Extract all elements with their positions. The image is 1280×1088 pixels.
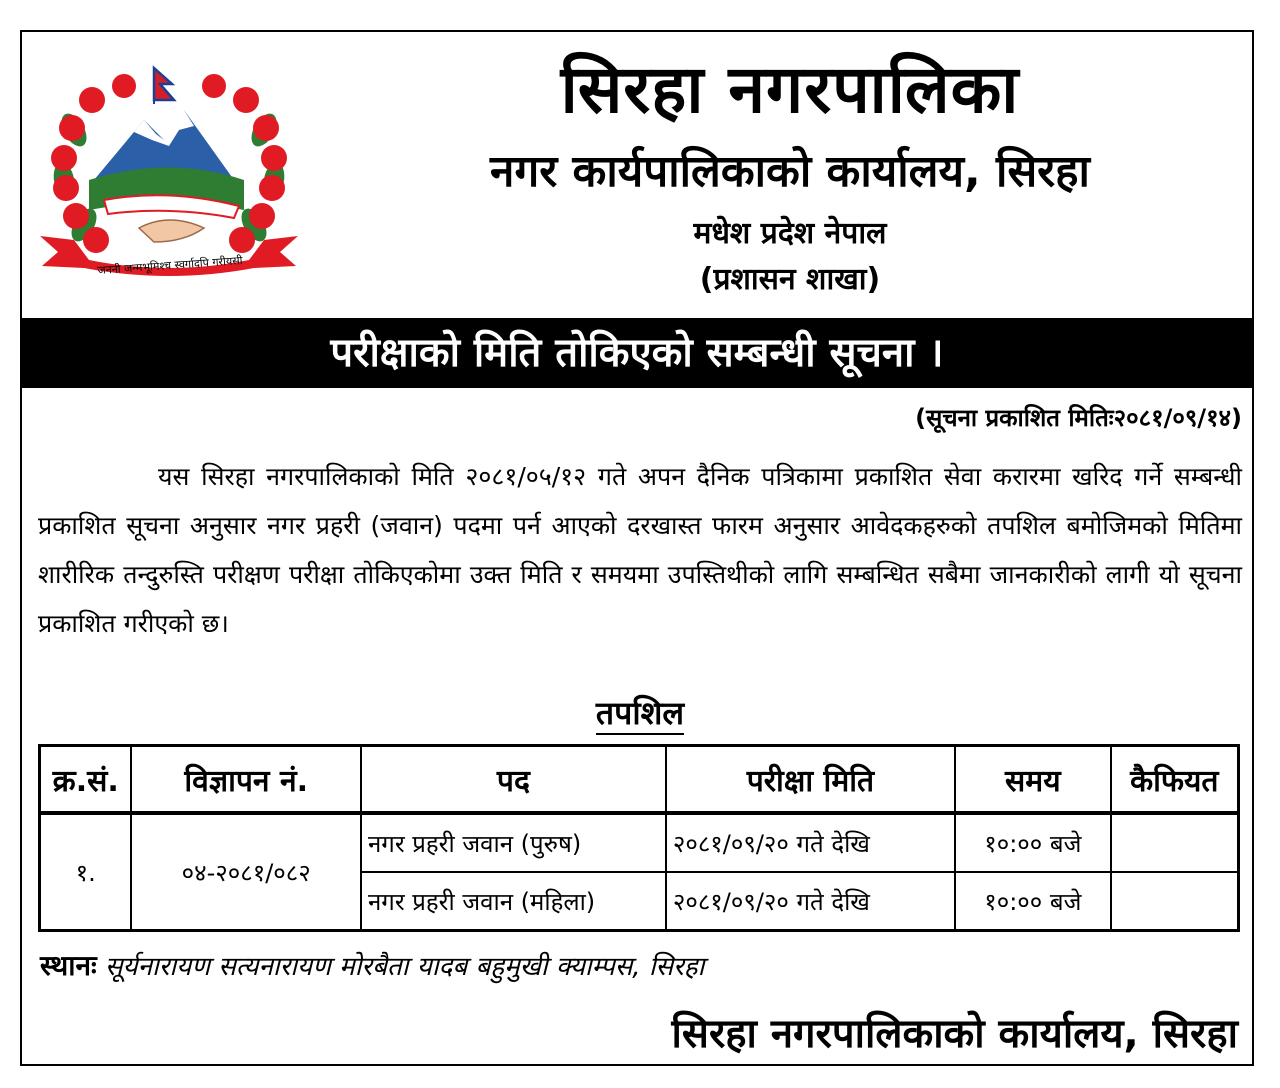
cell-time: १०:०० बजे — [955, 872, 1111, 931]
nepal-emblem-icon — [34, 60, 304, 280]
cell-time: १०:०० बजे — [955, 813, 1111, 872]
col-remarks: कैफियत — [1111, 746, 1239, 814]
table-header-row — [40, 746, 1239, 814]
schedule-table — [38, 744, 1240, 932]
venue-line — [40, 944, 704, 989]
cell-remarks — [1111, 813, 1239, 872]
office-name: नगर कार्यपालिकाको कार्यालय, सिरहा — [490, 146, 1090, 197]
notice-subject-banner: परीक्षाको मिति तोकिएको सम्बन्धी सूचना । — [22, 318, 1252, 388]
emblem-motto: जननी जन्मभूमिश्च स्वर्गादपि गरीयसी — [97, 253, 243, 278]
province-name: मधेश प्रदेश नेपाल — [693, 216, 887, 251]
schedule-heading: तपशिल — [0, 690, 1280, 736]
venue-label: स्थानः — [40, 949, 97, 982]
cell-ad-no: ०४-२०८१/०८२ — [131, 813, 361, 931]
branch-name: (प्रशासन शाखा) — [699, 262, 881, 297]
cell-exam-date: २०८१/०९/२० गते देखि — [666, 813, 955, 872]
cell-exam-date: २०८१/०९/२० गते देखि — [666, 872, 955, 931]
cell-remarks — [1111, 872, 1239, 931]
notice-body-text: यस सिरहा नगरपालिकाको मिति २०८१/०५/१२ गते अपन दैनिक पत्रिकामा प्रकाशित सेवा करारमा खरिद गर्ने सम्बन्धी प्रकाशित सूचना अनुसार नगर प्रहरी (जवान) पदमा पर्न आएको दरखास्त फारम अनुसार आवेदकहरुको तपशिल बमोजिमको मितिमा शारीरिक तन्दुरुस्ति परीक्षण परीक्षा तोकिएकोमा उक्त मिति र समयमा उपस्तिथीको लागि सम्बन्धित सबैमा जानकारीको लागी यो सूचना प्रकाशित गरीएको छ। — [38, 462, 1242, 638]
table-row — [40, 813, 1239, 872]
municipality-title: सिरहा नगरपालिका — [560, 51, 1020, 128]
col-ad-no: विज्ञापन नं. — [131, 746, 361, 814]
cell-post: नगर प्रहरी जवान (पुरुष) — [361, 813, 666, 872]
col-time: समय — [955, 746, 1111, 814]
notice-body — [38, 452, 1242, 648]
venue-value: सूर्यनारायण सत्यनारायण मोरबैता यादब बहुमुखी क्याम्पस, सिरहा — [104, 952, 705, 982]
cell-post: नगर प्रहरी जवान (महिला) — [361, 872, 666, 931]
signature-office: सिरहा नगरपालिकाको कार्यालय, सिरहा — [671, 1011, 1238, 1057]
col-sn: क्र.सं. — [40, 746, 132, 814]
col-post: पद — [361, 746, 666, 814]
cell-sn: १. — [40, 813, 132, 931]
col-exam-date: परीक्षा मिति — [666, 746, 955, 814]
published-date: (सूचना प्रकाशित मितिः२०८१/०९/१४) — [915, 404, 1242, 432]
